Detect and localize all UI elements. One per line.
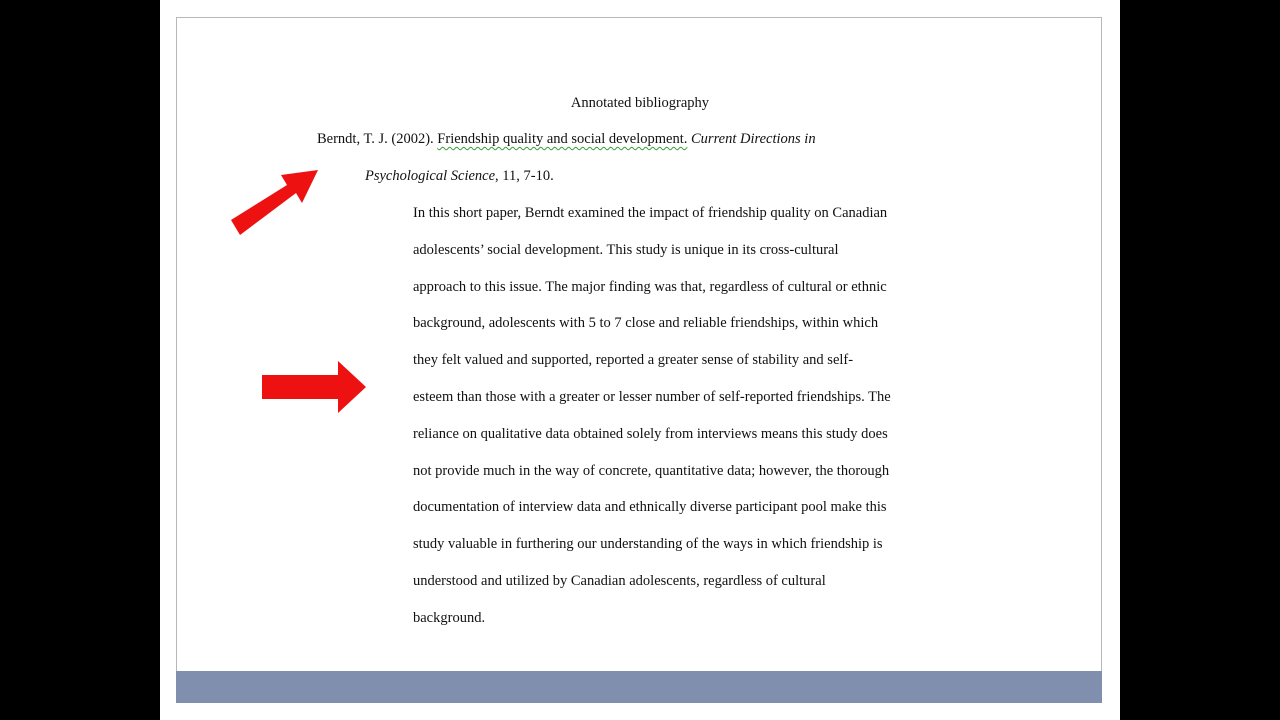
annotation-line: esteem than those with a greater or lesser number of self-reported friendships. The xyxy=(413,388,891,405)
annotation-line: they felt valued and supported, reported a greater sense of stability and self- xyxy=(413,352,854,369)
reference-article-title: Friendship quality and social development. xyxy=(437,131,688,147)
annotation-line: background, adolescents with 5 to 7 close and reliable friendships, within which xyxy=(413,315,879,332)
right-arrow-icon xyxy=(260,360,368,414)
annotation-line: background. xyxy=(413,609,486,626)
reference-authors-year: Berndt, T. J. (2002). xyxy=(317,131,438,147)
annotation-line: In this short paper, Berndt examined the impact of friendship quality on Canadian xyxy=(413,205,888,221)
annotation-line: not provide much in the way of concrete, quantitative data; however, the thorough xyxy=(413,462,890,479)
annotation-line: understood and utilized by Canadian adolescents, regardless of cultural xyxy=(413,572,826,589)
reference-journal-part2: Psychological Science xyxy=(365,168,496,184)
document-title: Annotated bibliography xyxy=(570,95,710,111)
annotation-line: study valuable in furthering our understanding of the ways in which friendship is xyxy=(413,536,883,553)
annotation-line: approach to this issue. The major finding was that, regardless of cultural or ethnic xyxy=(413,278,887,295)
reference-line-2 xyxy=(365,167,554,185)
annotation-line: adolescents’ social development. This study is unique in its cross-cultural xyxy=(413,241,839,258)
annotation-line: reliance on qualitative data obtained solely from interviews means this study does xyxy=(413,425,888,442)
slide-footer-bar xyxy=(176,671,1102,703)
annotation-line: documentation of interview data and ethnically diverse participant pool make this xyxy=(413,499,887,516)
reference-journal-part1: Current Directions in xyxy=(687,131,816,147)
diagonal-arrow-icon xyxy=(228,164,320,240)
reference-volume-pages: , 11, 7-10. xyxy=(495,168,554,184)
annotation-paragraph xyxy=(413,204,953,646)
reference-line-1 xyxy=(317,130,816,148)
